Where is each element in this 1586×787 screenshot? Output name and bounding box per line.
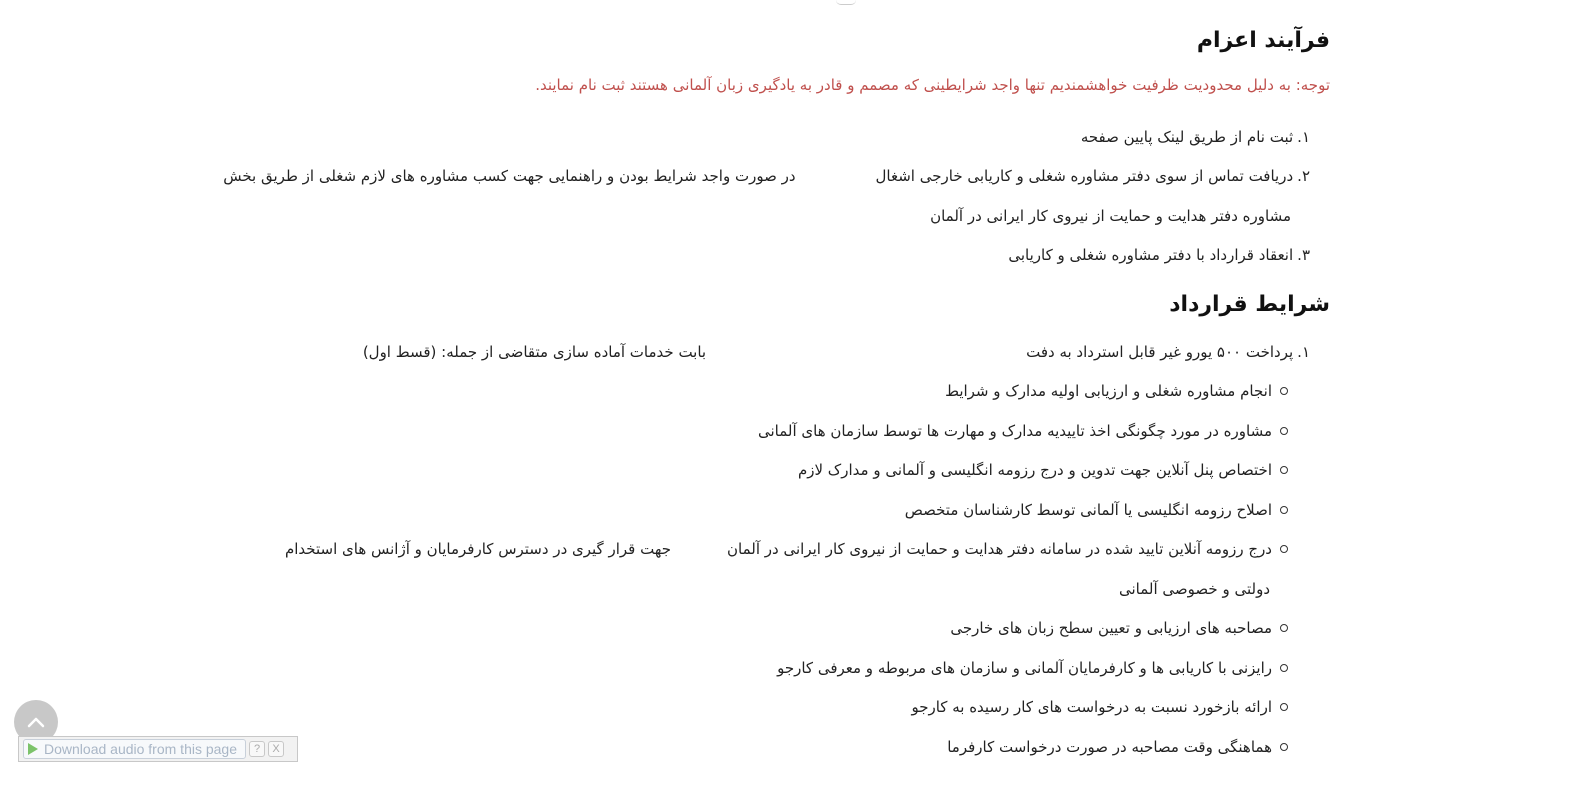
bullet-circle-icon xyxy=(1280,703,1288,711)
step-number: ۳. xyxy=(1297,246,1310,264)
process-step-2 xyxy=(223,166,1310,186)
contract-item-1 xyxy=(363,342,1310,362)
list-item: اصلاح رزومه انگلیسی یا آلمانی توسط کارشناسان متخصص xyxy=(905,500,1288,520)
download-audio-label: Download audio from this page xyxy=(44,741,238,757)
chevron-up-icon xyxy=(27,716,45,728)
close-button[interactable]: X xyxy=(268,741,284,757)
play-icon xyxy=(28,743,38,755)
bullet-circle-icon xyxy=(1280,743,1288,751)
step-text-part-a: دریافت تماس از سوی دفتر مشاوره شغلی و کاریابی خارجی اشغال xyxy=(875,167,1294,185)
step-text-part-b: در صورت واجد شرایط بودن و راهنمایی جهت کسب مشاوره های لازم شغلی از طریق بخش xyxy=(223,167,796,185)
bullet-circle-icon xyxy=(1280,506,1288,514)
bullet-circle-icon xyxy=(1280,664,1288,672)
process-heading: فرآیند اعزام xyxy=(1196,28,1330,53)
audio-download-toolbar xyxy=(18,736,298,762)
step-text: ثبت نام از طریق لینک پایین صفحه xyxy=(1080,128,1294,146)
list-item: مصاحبه های ارزیابی و تعیین سطح زبان های خارجی xyxy=(950,618,1288,638)
help-button[interactable]: ? xyxy=(249,741,265,757)
list-item: انجام مشاوره شغلی و ارزیابی اولیه مدارک و شرایط xyxy=(945,381,1288,401)
process-step-1 xyxy=(1081,127,1310,147)
list-item: اختصاص پنل آنلاین جهت تدوین و درج رزومه انگلیسی و آلمانی و مدارک لازم xyxy=(798,460,1288,480)
list-item: رایزنی با کاریابی ها و کارفرمایان آلمانی و سازمان های مربوطه و معرفی کارجو xyxy=(777,658,1288,678)
list-item: هماهنگی وقت مصاحبه در صورت درخواست کارفرما xyxy=(947,737,1288,757)
top-edge-mark xyxy=(836,0,856,5)
bullet-circle-icon xyxy=(1280,545,1288,553)
bullet-circle-icon xyxy=(1280,427,1288,435)
contract-heading: شرایط قرارداد xyxy=(1169,292,1330,317)
bullet-circle-icon xyxy=(1280,624,1288,632)
step-text: انعقاد قرارداد با دفتر مشاوره شغلی و کاریابی xyxy=(1008,246,1294,264)
list-item: مشاوره در مورد چگونگی اخذ تاییدیه مدارک و مهارت ها توسط سازمان های آلمانی xyxy=(758,421,1288,441)
bullet-circle-icon xyxy=(1280,466,1288,474)
process-step-3 xyxy=(1008,245,1310,265)
item-number: ۱. xyxy=(1297,343,1310,361)
item-text-part-b: بابت خدمات آماده سازی متقاضی از جمله: (قسط اول) xyxy=(362,343,707,361)
download-audio-button[interactable] xyxy=(23,739,246,759)
list-item: ارائه بازخورد نسبت به درخواست های کار رسیده به کارجو xyxy=(911,697,1288,717)
registration-note: توجه: به دلیل محدودیت ظرفیت خواهشمندیم تنها واجد شرایطینی که مصمم و قادر به یادگیری زبان آلمانی هستند ثبت نام نمایند. xyxy=(535,76,1330,94)
item-text-part-a: پرداخت ۵۰۰ یورو غیر قابل استرداد به دفت xyxy=(1026,343,1294,361)
process-step-2-continued: مشاوره دفتر هدایت و حمایت از نیروی کار ایرانی در آلمان xyxy=(930,207,1291,225)
step-number: ۲. xyxy=(1297,167,1310,185)
bullet-circle-icon xyxy=(1280,387,1288,395)
step-number: ۱. xyxy=(1297,128,1310,146)
list-item-continued: دولتی و خصوصی آلمانی xyxy=(1119,580,1270,598)
list-item: درج رزومه آنلاین تایید شده در سامانه دفتر هدایت و حمایت از نیروی کار ایرانی در آلمانجهت قرار گیری در دسترس کارفرمایان و آژانس های استخدام xyxy=(285,539,1288,559)
